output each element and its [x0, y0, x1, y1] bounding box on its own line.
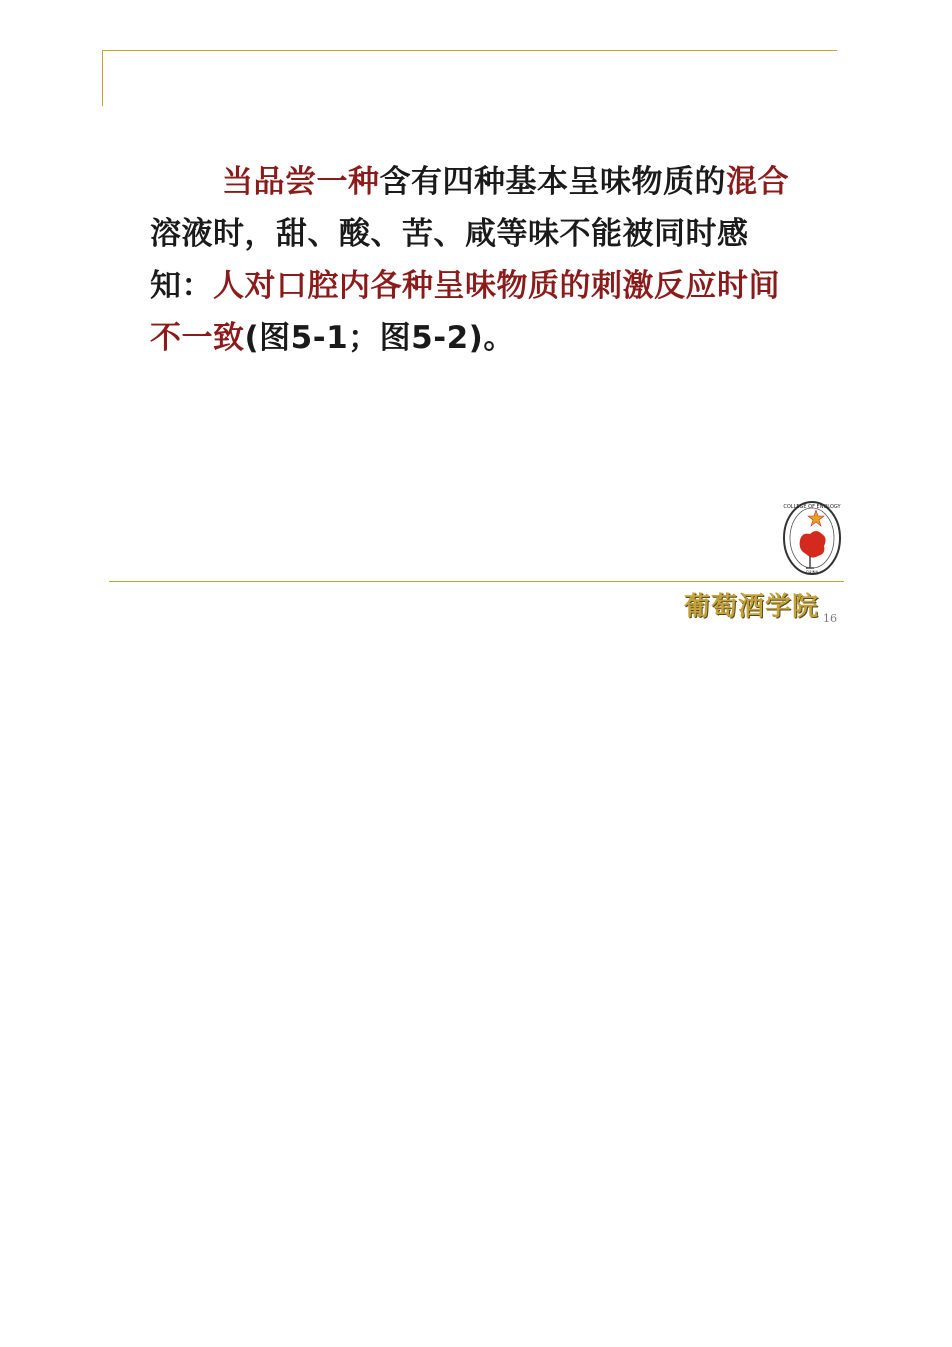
logo-sublettering: CHINA: [805, 570, 819, 575]
logo-lettering: COLLEGE OF ENOLOGY: [783, 504, 841, 510]
highlight-tasting: 当品尝一种: [222, 164, 380, 200]
footer-rule: [109, 581, 844, 582]
text-four-basic: 含有四种基本呈味物质的: [379, 164, 726, 200]
text-figure-ref: (图5-1；图5-2)。: [244, 320, 515, 356]
highlight-reaction-time: 人对口腔内各种呈味物质的刺激反应时间不一致: [150, 268, 780, 356]
school-name: 葡萄酒学院: [684, 592, 820, 622]
top-frame-rule: [102, 50, 837, 51]
text-solution: 溶液时，甜、酸、苦、咸等味不能被同时感知：: [150, 216, 749, 304]
page-number: 16: [823, 612, 837, 625]
college-logo-icon: [780, 498, 844, 578]
left-frame-rule: [102, 50, 103, 106]
main-paragraph: [150, 156, 810, 364]
highlight-mixed: 混合: [726, 164, 789, 200]
